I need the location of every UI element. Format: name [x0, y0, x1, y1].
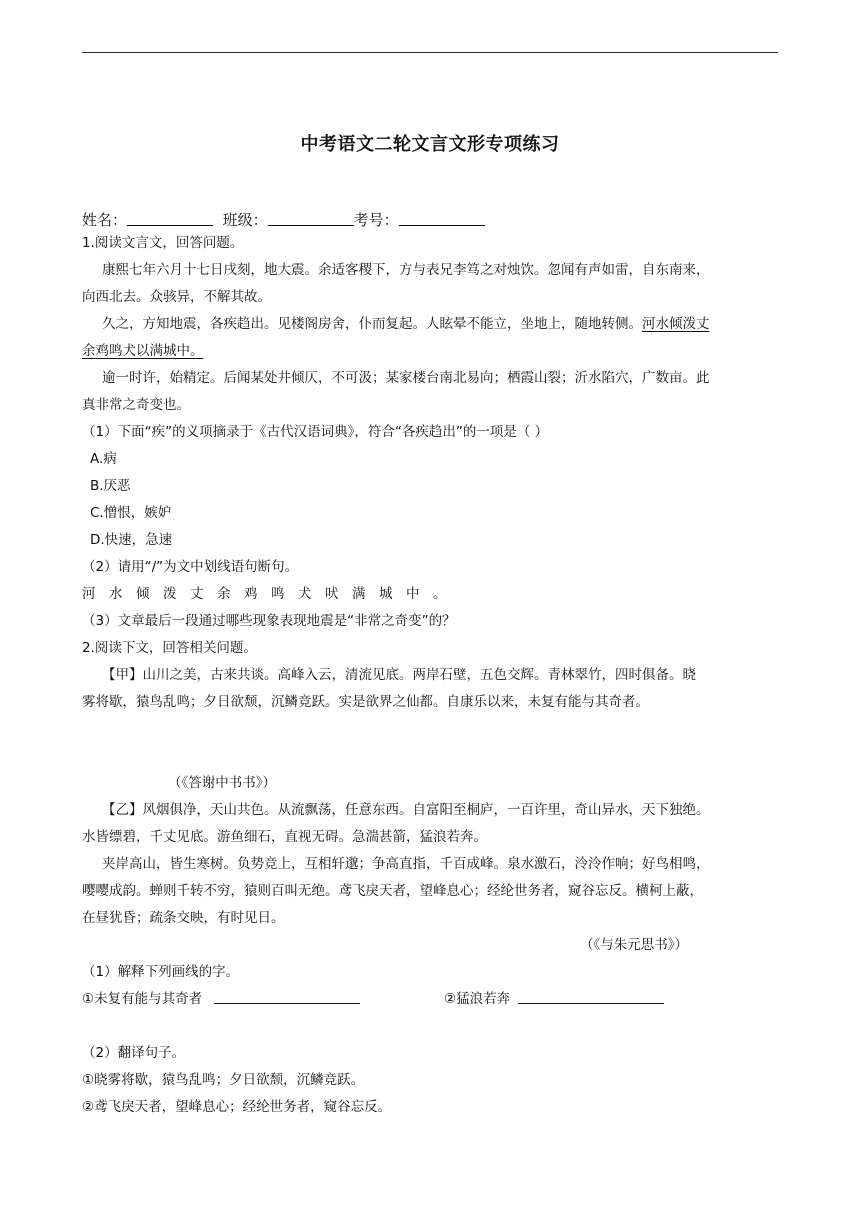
- q1-sub3: （3）文章最后一段通过哪些现象表现地震是“非常之奇变”的？: [82, 613, 456, 629]
- q1-passage-line: 逾一时许，始精定。后闻某处井倾仄，不可汲；某家楼台南北易向；栖霞山裂；沂水陷穴，广数亩。此: [102, 370, 710, 386]
- item-text: 鸢飞戾天者，望峰息心；经纶世务者，窥谷忘反。: [94, 1099, 392, 1115]
- passage-yi-line: 水皆缥碧，千丈见底。游鱼细石，直视无碍。急湍甚箭，猛浪若奔。: [82, 829, 487, 845]
- page-title: 中考语文二轮文言文形专项练习: [300, 134, 560, 155]
- q2-sub2: （2）翻译句子。: [82, 1045, 186, 1061]
- passage-jia-source: （《答谢中书书》）: [168, 775, 276, 791]
- q1-passage-line: 真非常之奇变也。: [82, 397, 190, 413]
- item-number: ②: [82, 1099, 95, 1115]
- passage-jia-line: 雾将歇，猿鸟乱鸣；夕日欲颓，沉鳞竞跃。实是欲界之仙都。自康乐以来，未复有能与其奇者。: [82, 694, 649, 710]
- q1-passage-line: 康熙七年六月十七日戌刻，地大震。余适客稷下，方与表兄李笃之对烛饮。忽闻有声如雷，自东南来，: [102, 262, 710, 278]
- item-text: 猛浪若奔: [456, 991, 511, 1007]
- passage-yi-line: 在昼犹昏；疏条交映，有时见日。: [82, 910, 285, 926]
- item-number: ①: [82, 1072, 95, 1088]
- answer-blank[interactable]: [518, 989, 664, 1004]
- passage-yi-line: 嘤嘤成韵。蝉则千转不穷，猿则百叫无绝。鸢飞戾天者，望峰息心；经纶世务者，窥谷忘反。横柯上蔽，: [82, 883, 703, 899]
- passage-text: 久之，方知地震，各疾趋出。见楼阁房舍，仆而复起。人眩晕不能立，坐地上，随地转侧。: [102, 316, 642, 332]
- item-text: 未复有能与其奇者: [94, 991, 203, 1007]
- option-a[interactable]: A.病: [90, 451, 117, 467]
- q2-item-2: [444, 986, 764, 1013]
- q1-passage-line: 向西北去。众骇异，不解其故。: [82, 289, 271, 305]
- option-c[interactable]: C.憎恨，嫉妒: [90, 505, 172, 521]
- translation-item-1: [82, 1067, 782, 1094]
- passage-yi-line: 夹岸高山，皆生寒树。负势竞上，互相轩邈；争高直指，千百成峰。泉水激石，泠泠作响；好鸟相鸣，: [102, 856, 710, 872]
- class-field[interactable]: [268, 211, 354, 226]
- item-text: 晓雾将歇，猿鸟乱鸣；夕日欲颓，沉鳞竞跃。: [94, 1072, 365, 1088]
- underlined-sentence: 余鸡鸣犬以满城中。: [82, 343, 204, 359]
- name-field[interactable]: [127, 211, 213, 226]
- header-rule: [82, 52, 778, 53]
- q2-prompt: 2.阅读下文，回答相关问题。: [82, 640, 257, 656]
- option-d[interactable]: D.快速，急速: [90, 532, 173, 548]
- option-b[interactable]: B.厌恶: [90, 478, 131, 494]
- q1-sub1: （1）下面“疾”的义项摘录于《古代汉语词典》，符合“各疾趋出”的一项是（ ）: [82, 424, 549, 440]
- underlined-sentence: 河水倾泼丈: [642, 316, 710, 332]
- q1-sub2: （2）请用“/”为文中划线语句断句。: [82, 559, 299, 575]
- item-number: ②: [444, 991, 457, 1007]
- passage-yi-line: 【乙】风烟俱净，天山共色。从流飘荡，任意东西。自富阳至桐庐，一百许里，奇山异水，天下独绝。: [102, 802, 710, 818]
- q1-prompt: 1.阅读文言文，回答问题。: [82, 235, 244, 251]
- name-label: 姓名：: [82, 211, 128, 229]
- translation-item-2: [82, 1094, 782, 1121]
- q2-sub1: （1）解释下列画线的字。: [82, 964, 240, 980]
- answer-blank[interactable]: [214, 989, 360, 1004]
- q1-passage-line: [82, 338, 782, 365]
- exam-number-label: 考号：: [353, 211, 399, 229]
- item-number: ①: [82, 991, 95, 1007]
- class-label: 班级：: [222, 211, 268, 229]
- passage-yi-source: （《与朱元思书》）: [580, 937, 688, 953]
- exam-number-field[interactable]: [399, 211, 485, 226]
- passage-jia-line: 【甲】山川之美，古来共谈。高峰入云，清流见底。两岸石壁，五色交辉。青林翠竹，四时俱备。晓: [102, 667, 696, 683]
- sentence-to-punctuate: 河水倾泼丈余鸡鸣犬吠满城中。: [82, 586, 460, 602]
- q1-passage-line: [82, 311, 802, 338]
